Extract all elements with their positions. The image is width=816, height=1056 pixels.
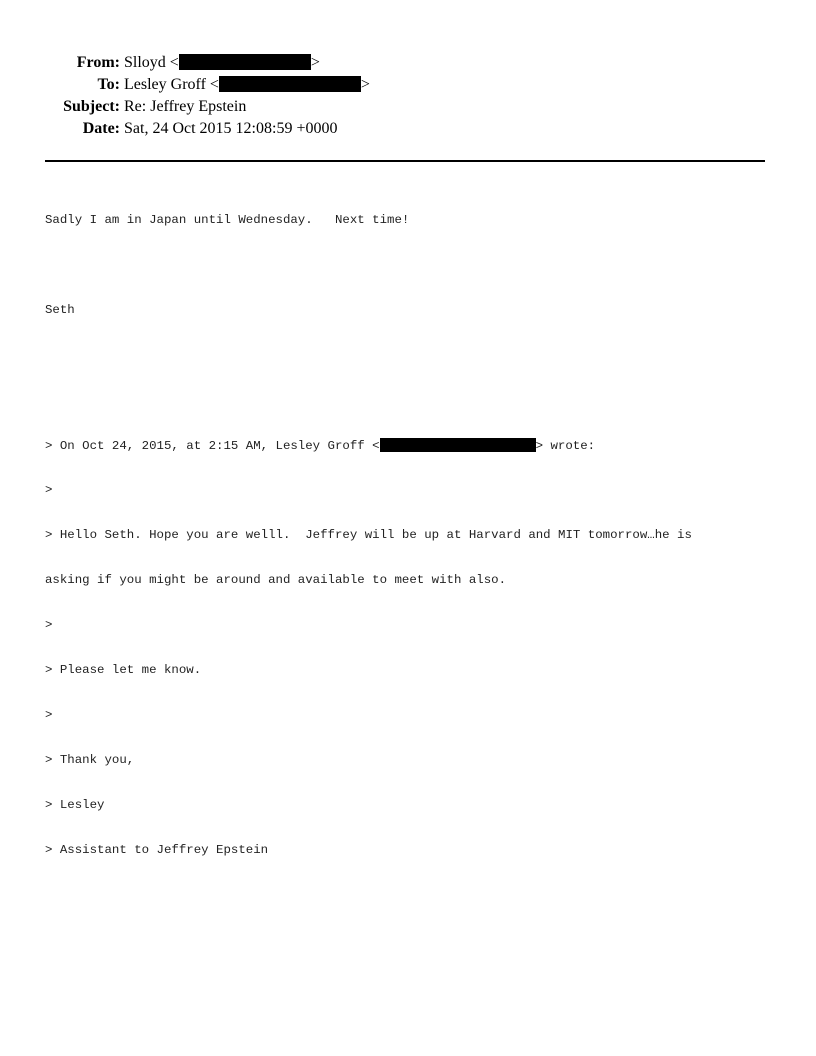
from-label: From: [76,54,120,71]
date-row [0,118,816,140]
date-value: Sat, 24 Oct 2015 12:08:59 +0000 [124,120,338,137]
redaction-box [219,76,361,92]
subject-label: Subject: [63,98,120,115]
redaction-box [179,54,311,70]
to-value [124,74,370,96]
quote-line: > Thank you, [45,753,135,767]
to-row [0,74,816,96]
quote-line: > Hello Seth. Hope you are welll. Jeffrey will be up at Harvard and MIT tomorrow…he is [45,528,692,542]
to-name: Lesley Groff < [124,76,219,93]
quote-line: > Lesley [45,798,105,812]
from-name: Slloyd < [124,54,179,71]
from-close: > [310,54,320,71]
quote-line: > Assistant to Jeffrey Epstein [45,843,269,857]
quote-intro [45,438,775,453]
email-header [0,52,816,140]
quote-line: asking if you might be around and available to meet with also. [45,573,507,587]
redaction-box [380,438,536,452]
header-divider [45,160,765,162]
reply-line: Sadly I am in Japan until Wednesday. Next time! [45,213,410,227]
from-value [124,52,320,74]
from-row [0,52,816,74]
email-body [45,183,775,873]
quote-line: > [45,708,53,722]
to-label: To: [97,76,120,93]
subject-value: Re: Jeffrey Epstein [124,98,247,115]
date-label: Date: [82,120,120,137]
to-close: > [360,76,370,93]
quote-line: > [45,618,53,632]
quote-intro-before: > On Oct 24, 2015, at 2:15 AM, Lesley Groff < [45,439,380,453]
subject-row [0,96,816,118]
quote-line: > Please let me know. [45,663,202,677]
quote-intro-after: > wrote: [535,439,596,453]
quote-line: > [45,483,53,497]
signature: Seth [45,303,75,317]
